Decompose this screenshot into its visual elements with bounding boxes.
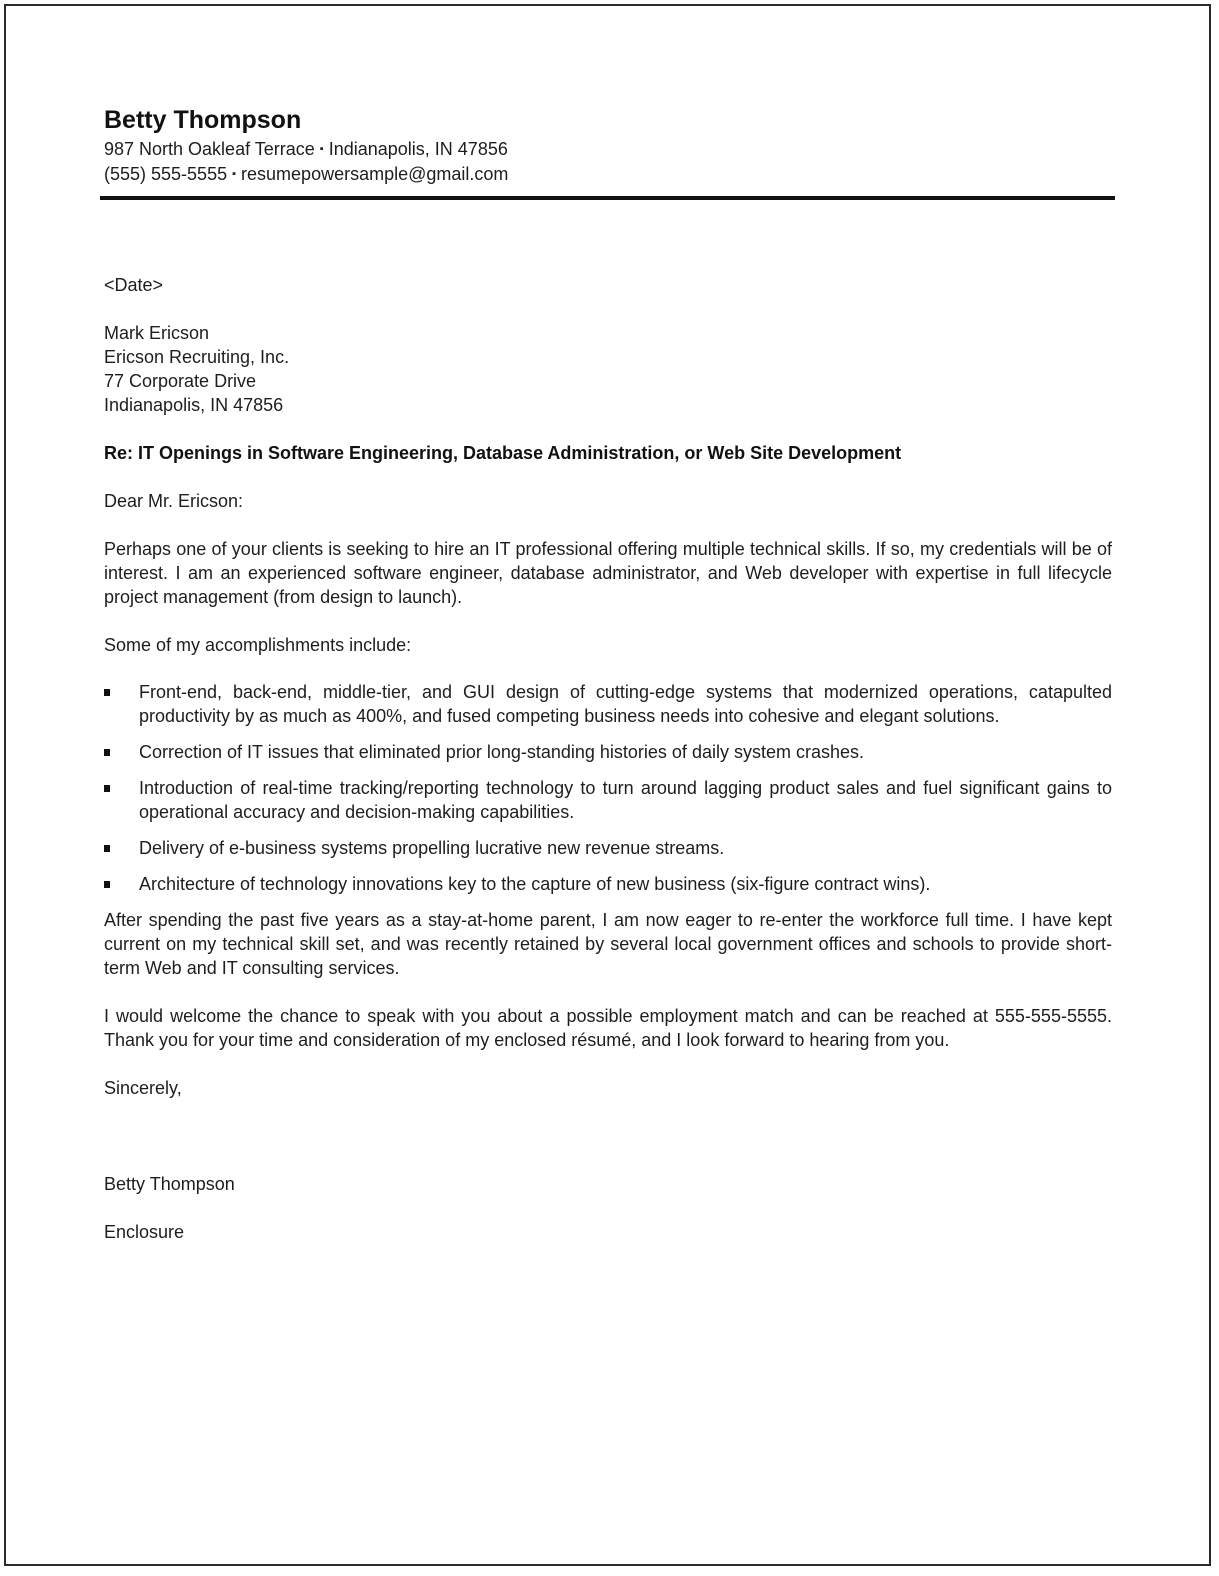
sender-contact-line: [104, 162, 1112, 187]
return-paragraph: After spending the past five years as a stay-at-home parent, I am now eager to re-enter the workforce full time. I have kept current on my technical skill set, and was recently retained by several local government offices and schools to provide short-term Web and IT consulting services.: [104, 910, 1112, 978]
list-item-text: Introduction of real-time tracking/reporting technology to turn around lagging product sales and fuel significant gains to operational accuracy and decision-making capabilities.: [139, 778, 1112, 822]
bullet-icon: [104, 689, 110, 696]
recipient-street: 77 Corporate Drive: [104, 371, 257, 391]
sign-off: Sincerely,: [104, 1078, 182, 1098]
bullet-icon: [104, 845, 110, 852]
list-item: [104, 776, 1112, 824]
accomplishments-lead: Some of my accomplishments include:: [104, 635, 412, 655]
intro-paragraph: Perhaps one of your clients is seeking to hire an IT professional offering multiple technical skills. If so, my credentials will be of interest. I am an experienced software engineer, database administrator, and Web developer with expertise in full lifecycle project management (from design to launch).: [104, 539, 1112, 607]
recipient-name: Mark Ericson: [104, 323, 210, 343]
bullet-icon: [104, 881, 110, 888]
list-item-text: Architecture of technology innovations key to the capture of new business (six-figure contract wins).: [139, 874, 931, 894]
sender-name: Betty Thompson: [104, 106, 302, 134]
salutation: Dear Mr. Ericson:: [104, 491, 244, 511]
list-item-text: Correction of IT issues that eliminated prior long-standing histories of daily system crashes.: [139, 742, 864, 762]
sender-street: 987 North Oakleaf Terrace: [104, 139, 315, 159]
signature-name: Betty Thompson: [104, 1174, 235, 1194]
bullet-icon: [104, 749, 110, 756]
accomplishments-list: [104, 680, 1112, 896]
separator-icon: ▪: [232, 168, 237, 180]
subject-line: Re: IT Openings in Software Engineering, Database Administration, or Web Site Development: [104, 443, 902, 463]
list-item-text: Delivery of e-business systems propelling lucrative new revenue streams.: [139, 838, 725, 858]
sender-email: resumepowersample@gmail.com: [241, 164, 509, 184]
bullet-icon: [104, 785, 110, 792]
closing-paragraph: I would welcome the chance to speak with you about a possible employment match and can be reached at 555-555-5555. Thank you for your time and consideration of my enclosed résumé, and I look forward to hearing from you.: [104, 1006, 1112, 1050]
sender-address-line: [104, 137, 1112, 162]
recipient-company: Ericson Recruiting, Inc.: [104, 347, 290, 367]
list-item: [104, 680, 1112, 728]
recipient-block: [104, 321, 1112, 417]
header-divider: [100, 196, 1115, 200]
list-item: [104, 740, 1112, 764]
list-item-text: Front-end, back-end, middle-tier, and GUI design of cutting-edge systems that modernized operations, catapulted productivity by as much as 400%, and fused competing business needs into cohesive and elegant solutions.: [139, 682, 1112, 726]
separator-icon: ▪: [319, 143, 324, 155]
letter-date: <Date>: [104, 275, 164, 295]
enclosure-note: Enclosure: [104, 1222, 185, 1242]
sender-city: Indianapolis, IN 47856: [328, 139, 508, 159]
list-item: [104, 836, 1112, 860]
sender-phone: (555) 555-5555: [104, 164, 228, 184]
recipient-city: Indianapolis, IN 47856: [104, 395, 284, 415]
letter-body: [104, 273, 1112, 1244]
cover-letter: [104, 103, 1112, 1242]
list-item: [104, 872, 1112, 896]
